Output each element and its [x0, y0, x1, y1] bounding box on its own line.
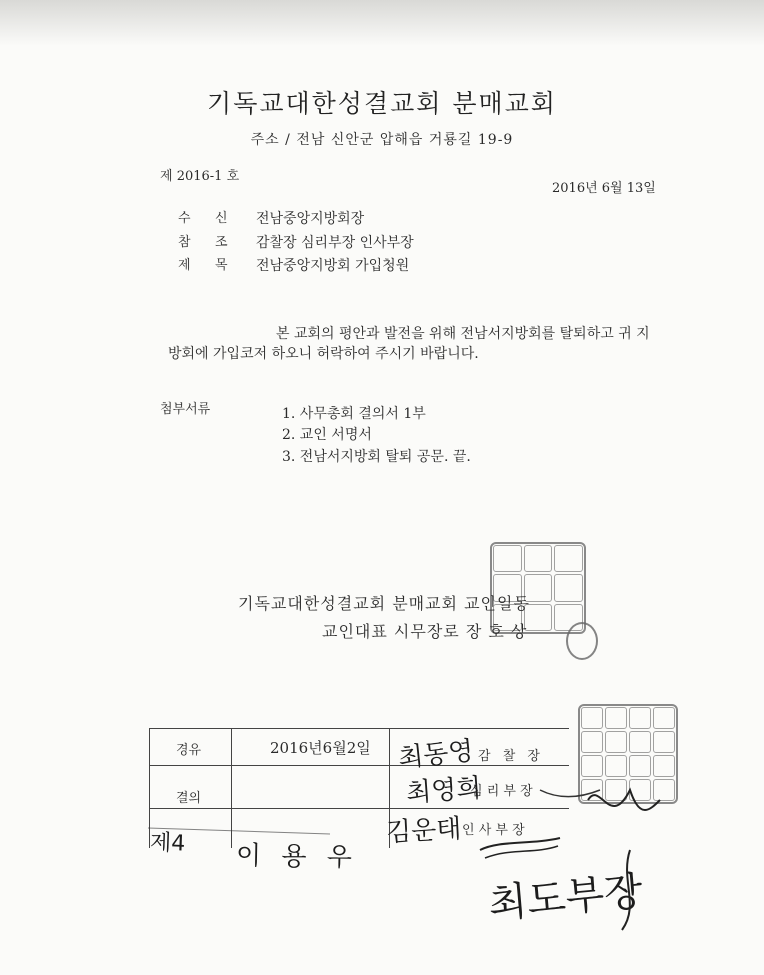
handwritten-signature-d: 이 용 우 — [235, 840, 359, 874]
reference-value: 감찰장 심리부장 인사부장 — [256, 235, 414, 251]
attachment-item-1: 1. 사무총회 결의서 1부 — [282, 406, 426, 422]
signature-church: 기독교대한성결교회 분매교회 교인일동 — [238, 594, 530, 613]
recipient-label-a: 수 — [178, 211, 191, 226]
body-line-1: 본 교회의 평안과 발전을 위해 전남서지방회를 탈퇴하고 귀 지 — [276, 326, 650, 342]
handwritten-signature-a: 최동영 — [396, 736, 475, 774]
reference-label-b: 조 — [215, 235, 228, 250]
church-title: 기독교대한성결교회 분매교회 — [207, 89, 557, 118]
role-inspector: 감 찰 장 — [478, 749, 544, 764]
reference-label-a: 참 — [178, 235, 191, 250]
subject-label-b: 목 — [215, 258, 228, 273]
document-number: 제 2016-1 호 — [160, 169, 240, 184]
handwritten-row-label: 제4 — [149, 830, 186, 857]
route-date: 2016년6월2일 — [270, 739, 371, 757]
handwritten-signature-e: 최도부장 — [486, 868, 645, 928]
document-date: 2016년 6월 13일 — [552, 181, 656, 196]
subject-value: 전남중앙지방회 가입청원 — [256, 258, 410, 274]
signature-representative: 교인대표 시무장로 장 호 상 — [322, 622, 528, 641]
handwritten-signature-b: 최영희 — [405, 773, 483, 809]
subject-label-a: 제 — [178, 258, 191, 273]
attachment-item-2: 2. 교인 서명서 — [282, 427, 372, 443]
recipient-label-b: 신 — [215, 211, 228, 226]
route-label: 경유 — [176, 743, 202, 758]
recipient-value: 전남중앙지방회장 — [256, 211, 365, 227]
body-line-2: 방회에 가입코저 하오니 허락하여 주시기 바랍니다. — [168, 346, 479, 362]
role-personnel: 인 사 부 장 — [462, 823, 525, 838]
attachment-item-3: 3. 전남서지방회 탈퇴 공문. 끝. — [282, 449, 471, 465]
resolution-label: 결의 — [176, 791, 202, 806]
attachments-label: 첨부서류 — [160, 402, 211, 417]
handwritten-signature-c: 김운태 — [385, 814, 463, 848]
role-trial: 심 리 부 장 — [470, 784, 533, 799]
church-address: 주소 / 전남 신안군 압해읍 거룡길 19-9 — [250, 132, 514, 148]
